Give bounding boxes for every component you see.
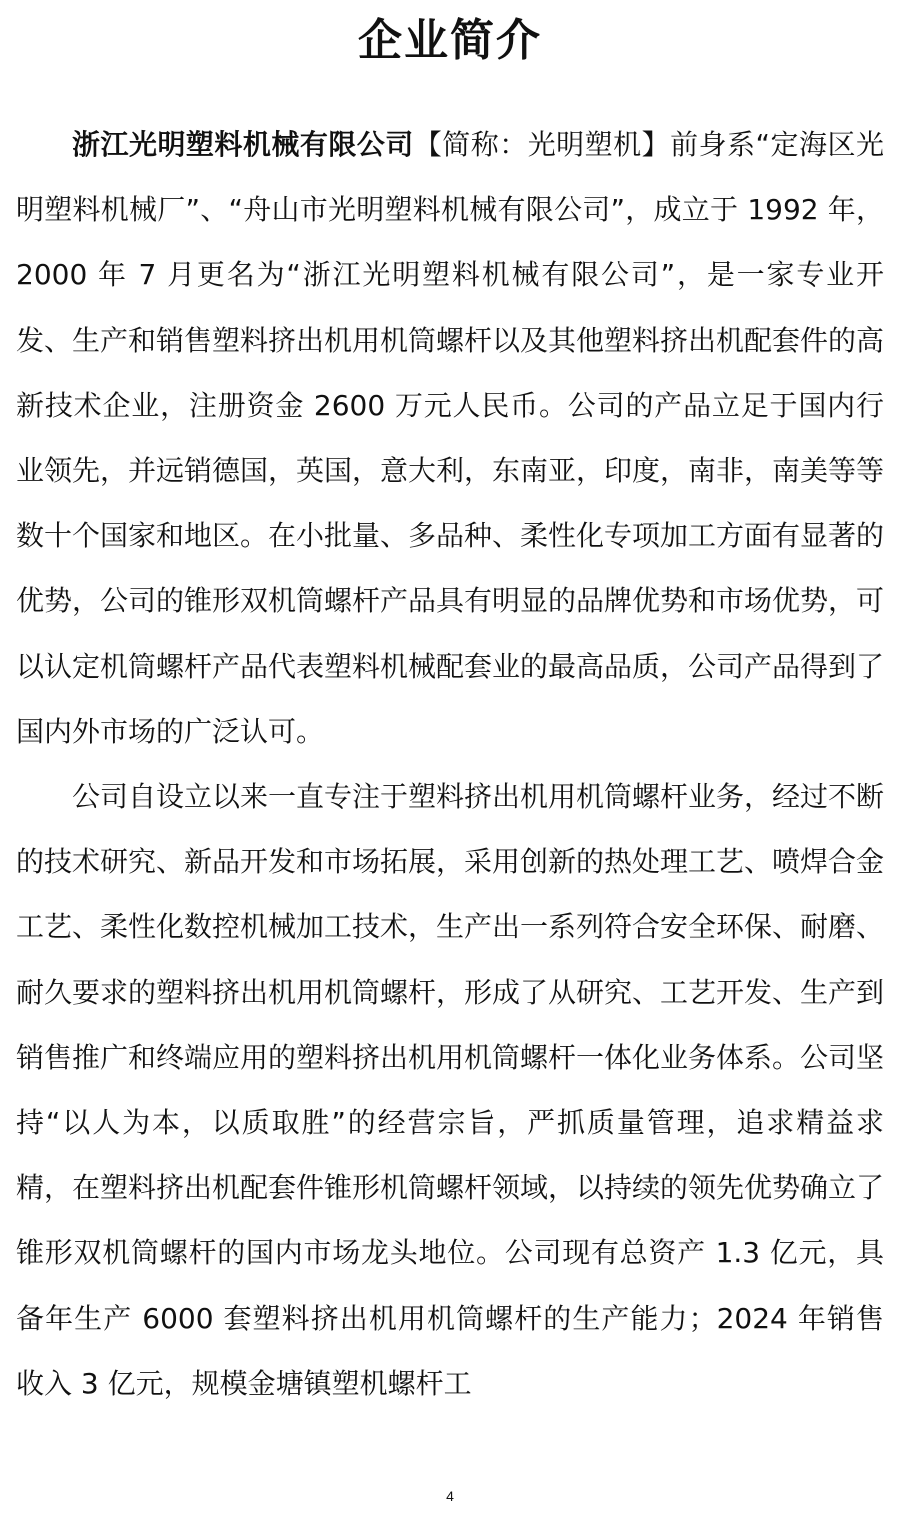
company-name: 浙江光明塑料机械有限公司 [72,128,414,161]
document-body [16,112,884,1416]
page-title: 企业简介 [358,15,542,66]
intro-paragraph-text: 【简称：光明塑机】前身系“定海区光明塑料机械厂”、“舟山市光明塑料机械有限公司”，成立于 1992 年，2000 年 7 月更名为“浙江光明塑料机械有限公司”，是一家专业开发、生产和销售塑料挤出机用机筒螺杆以及其他塑料挤出机配套件的高新技术企业，注册资金 2600 万元人民币。公司的产品立足于国内行业领先，并远销德国，英国，意大利，东南亚，印度，南非，南美等等数十个国家和地区。在小批量、多品种、柔性化专项加工方面有显著的优势，公司的锥形双机筒螺杆产品具有明显的品牌优势和市场优势，可以认定机筒螺杆产品代表塑料机械配套业的最高品质，公司产品得到了国内外市场的广泛认可。 [16,128,885,748]
business-paragraph: 公司自设立以来一直专注于塑料挤出机用机筒螺杆业务，经过不断的技术研究、新品开发和市场拓展，采用创新的热处理工艺、喷焊合金工艺、柔性化数控机械加工技术，生产出一系列符合安全环保、耐磨、耐久要求的塑料挤出机用机筒螺杆，形成了从研究、工艺开发、生产到销售推广和终端应用的塑料挤出机用机筒螺杆一体化业务体系。公司坚持“以人为本，以质取胜”的经营宗旨，严抓质量管理，追求精益求精，在塑料挤出机配套件锥形机筒螺杆领域，以持续的领先优势确立了锥形双机筒螺杆的国内市场龙头地位。公司现有总资产 1.3 亿元，具备年生产 6000 套塑料挤出机用机筒螺杆的生产能力；2024 年销售收入 3 亿元，规模金塘镇塑机螺杆工 [16,780,885,1400]
intro-paragraph [16,112,884,764]
page-number: 4 [446,1488,454,1504]
